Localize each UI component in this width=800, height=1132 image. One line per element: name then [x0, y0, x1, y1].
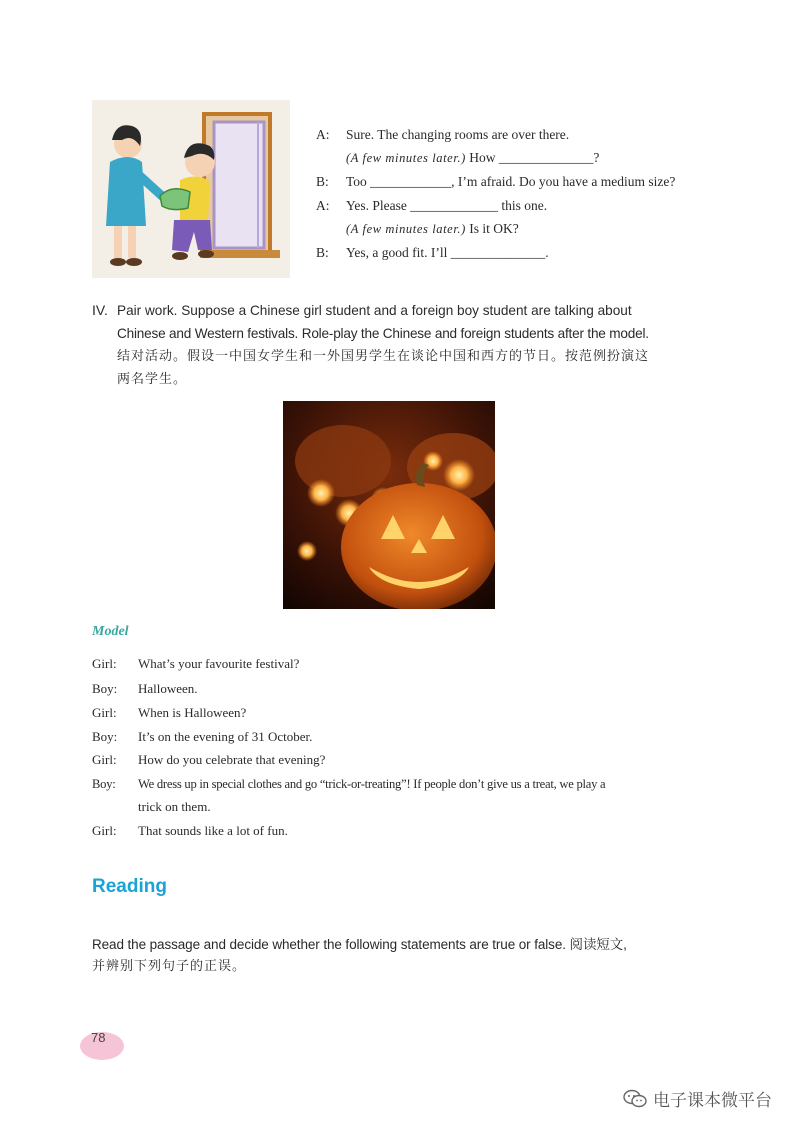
model-text: We dress up in special clothes and go “trick-or-treating”! If people don’t give us a treat, we play a	[138, 777, 606, 791]
page-number: 78	[91, 1030, 106, 1045]
wechat-icon	[623, 1089, 647, 1109]
task-number: IV.	[92, 302, 108, 318]
model-text: It’s on the evening of 31 October.	[138, 729, 313, 744]
model-label: Model	[92, 624, 129, 639]
dialogue-text: Yes. Please _____________ this one.	[346, 198, 548, 213]
model-line	[92, 773, 605, 795]
dialogue-line	[316, 126, 736, 144]
model-text: Halloween.	[138, 681, 198, 696]
dialogue-speaker: B:	[316, 245, 329, 260]
task-instruction-chinese: 结对活动。假设一中国女学生和一外国男学生在谈论中国和西方的节日。按范例扮演这	[117, 349, 650, 364]
model-text: trick on them.	[138, 799, 211, 814]
model-line	[92, 702, 246, 724]
shop-scene-drawing	[92, 100, 290, 278]
dialogue-speaker: A:	[316, 198, 330, 213]
dialogue-text: Too ____________, I’m afraid. Do you have a medium size?	[346, 174, 676, 189]
dialogue-text: Yes, a good fit. I’ll ______________.	[346, 245, 549, 260]
task-instruction-line: Chinese and Western festivals. Role-play the Chinese and foreign students after the model.	[117, 326, 649, 341]
model-speaker: Boy:	[92, 777, 116, 791]
shop-illustration	[92, 100, 290, 278]
dialogue-text: Is it OK?	[465, 221, 519, 236]
jack-o-lantern-image	[283, 401, 495, 609]
model-speaker: Girl:	[92, 823, 117, 838]
task-instruction-line: Pair work. Suppose a Chinese girl student and a foreign boy student are talking about	[117, 303, 632, 318]
task-instruction-chinese: 两名学生。	[117, 372, 188, 387]
dialogue-line	[316, 197, 736, 215]
watermark	[623, 1086, 772, 1111]
dialogue-line	[316, 173, 736, 191]
dialogue-line	[316, 149, 736, 167]
dialogue-text: Sure. The changing rooms are over there.	[346, 127, 570, 142]
watermark-text: 电子课本微平台	[653, 1091, 772, 1111]
halloween-pumpkin-photo	[283, 401, 495, 609]
reading-instruction-line: Read the passage and decide whether the following statements are true or false. 阅读短文,	[92, 937, 627, 952]
dialogue-speaker: B:	[316, 174, 329, 189]
reading-instruction-chinese: 并辨别下列句子的正误。	[92, 959, 247, 974]
model-speaker: Girl:	[92, 705, 117, 720]
model-line	[92, 796, 211, 818]
model-text: How do you celebrate that evening?	[138, 752, 326, 767]
dialogue-line	[316, 220, 736, 238]
model-speaker: Boy:	[92, 729, 118, 744]
model-line	[92, 749, 325, 771]
model-text: That sounds like a lot of fun.	[138, 823, 288, 838]
model-line	[92, 678, 198, 700]
model-speaker: Girl:	[92, 656, 117, 671]
stage-direction: (A few minutes later.)	[346, 222, 466, 236]
model-speaker: Girl:	[92, 752, 117, 767]
model-text: What’s your favourite festival?	[138, 656, 300, 671]
model-line	[92, 820, 288, 842]
stage-direction: (A few minutes later.)	[346, 151, 466, 165]
dialogue-line	[316, 244, 736, 262]
reading-heading: Reading	[92, 876, 167, 897]
dialogue-text: How ______________?	[465, 150, 600, 165]
model-text: When is Halloween?	[138, 705, 247, 720]
model-line	[92, 653, 299, 675]
dialogue-speaker: A:	[316, 127, 330, 142]
model-speaker: Boy:	[92, 681, 118, 696]
model-line	[92, 726, 312, 748]
